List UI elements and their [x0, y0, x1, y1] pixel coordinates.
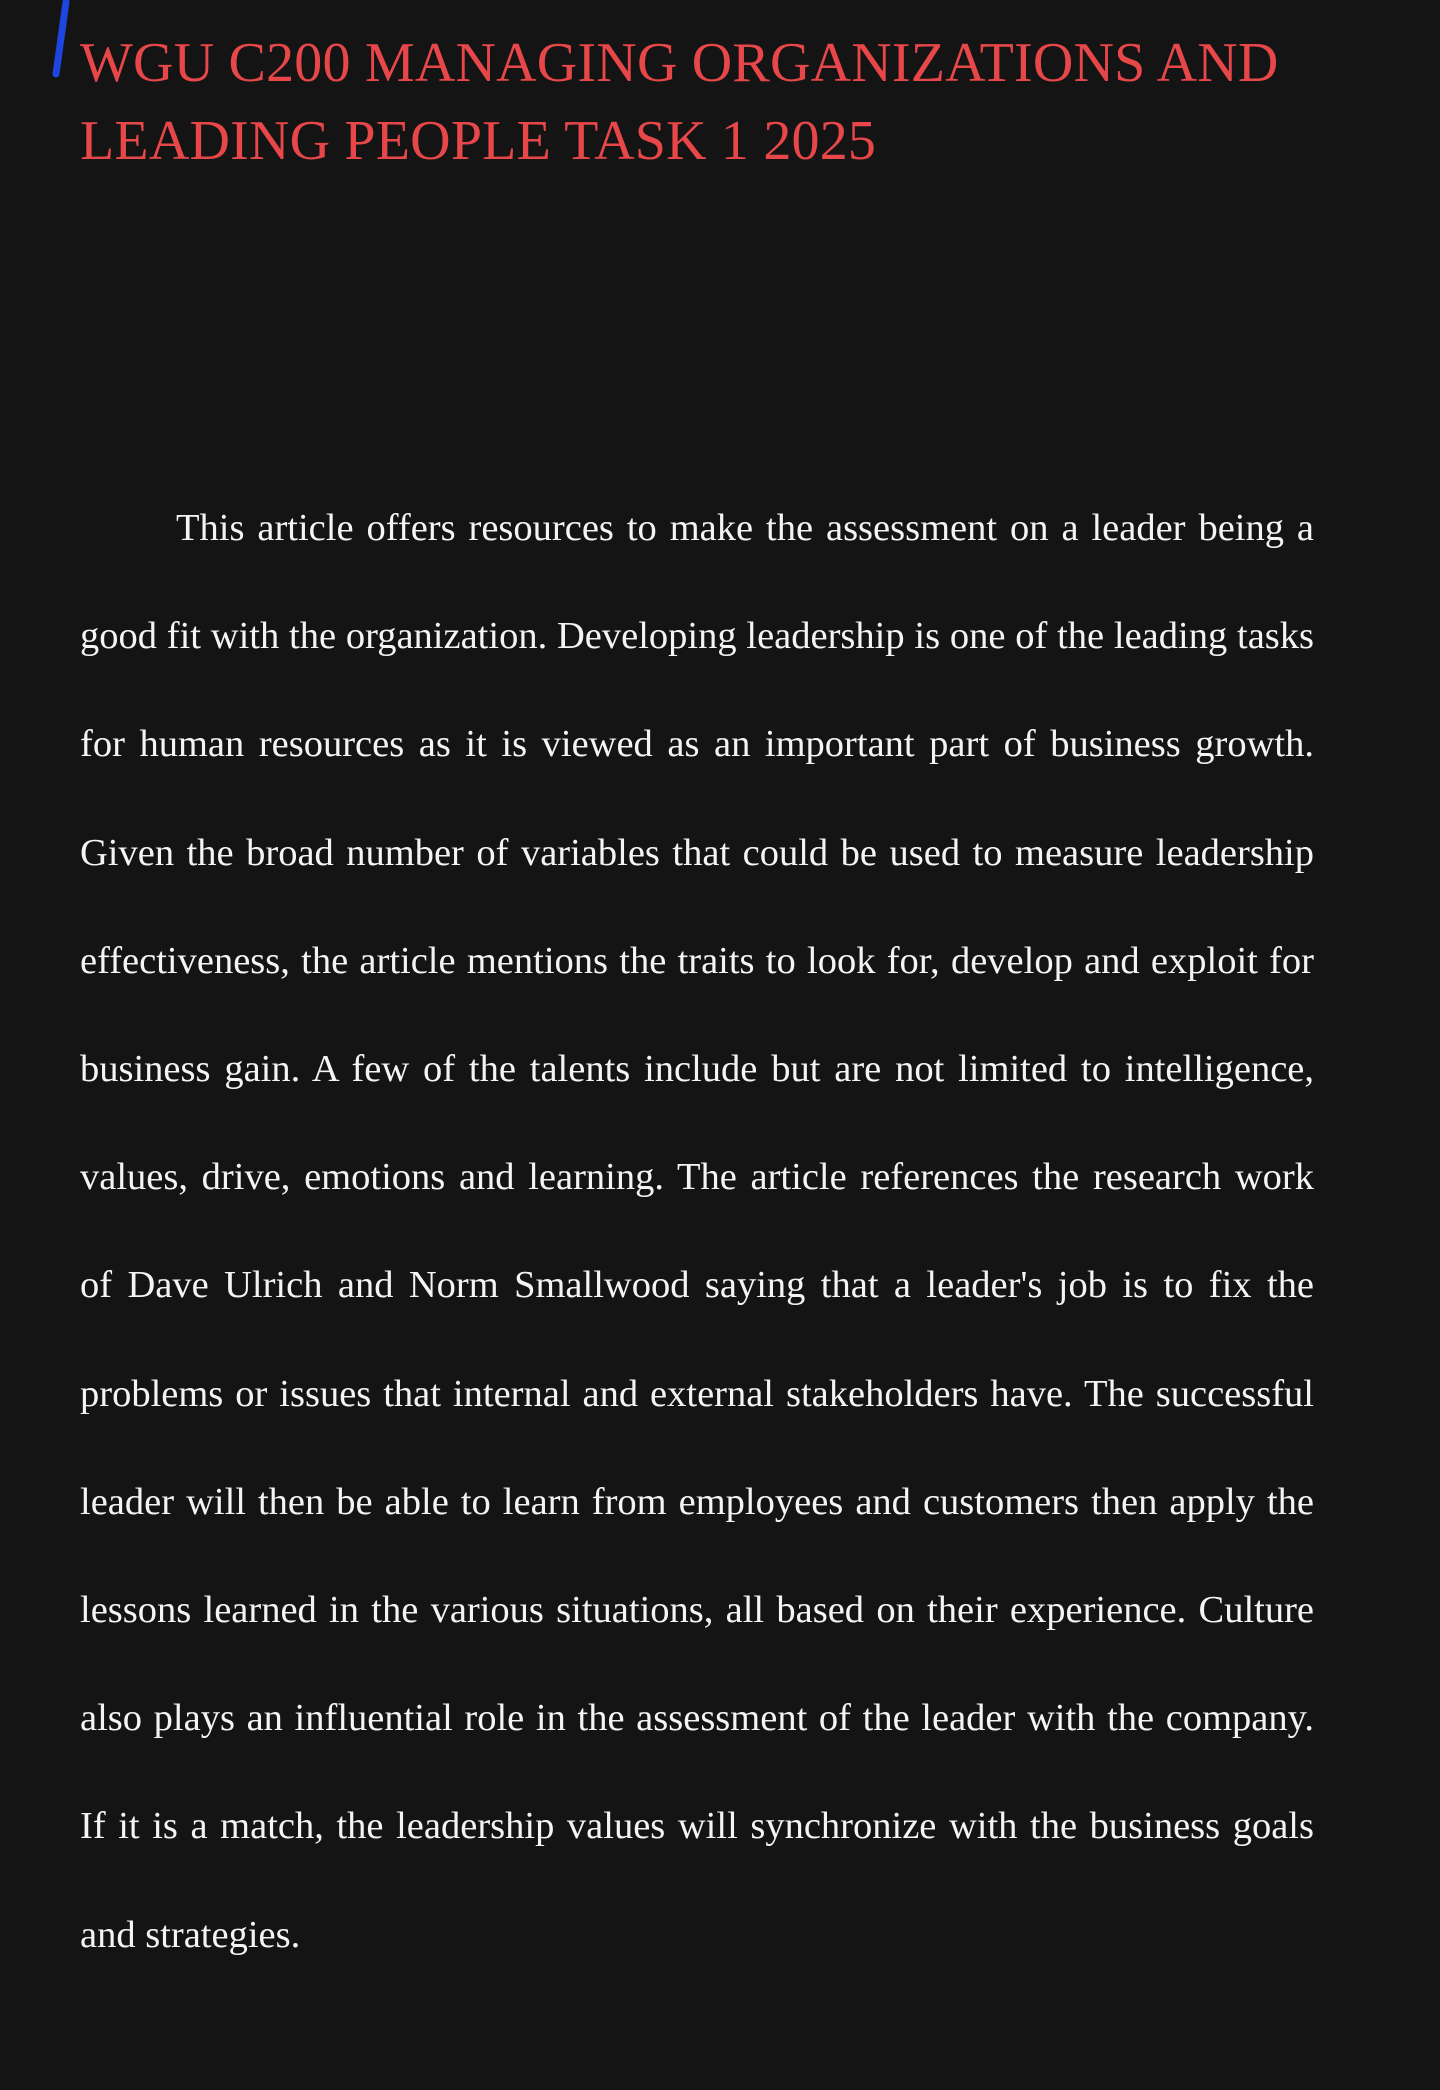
blue-edge-mark [50, 0, 70, 80]
document-title: WGU C200 MANAGING ORGANIZATIONS AND LEADING PEOPLE TASK 1 2025 [80, 32, 1279, 172]
document-body-paragraph: This article offers resources to make the assessment on a leader being a good fit with the organization. Developing leadership is one of the leading tasks for human resources as it is viewed as an important part of business growth. Given the broad number of variables that could be used to measure leadership effectiveness, the article mentions the traits to look for, develop and exploit for business gain. A few of the talents include but are not limited to intelligence, values, drive, emotions and learning. The article references the research work of Dave Ulrich and Norm Smallwood saying that a leader's job is to fix the problems or issues that internal and external stakeholders have. The successful leader will then be able to learn from employees and customers then apply the lessons learned in the various situations, all based on their experience. Culture also plays an influential role in the assessment of the leader with the company. If it is a match, the leadership values will synchronize with the business goals and strategies. [80, 507, 1314, 1956]
